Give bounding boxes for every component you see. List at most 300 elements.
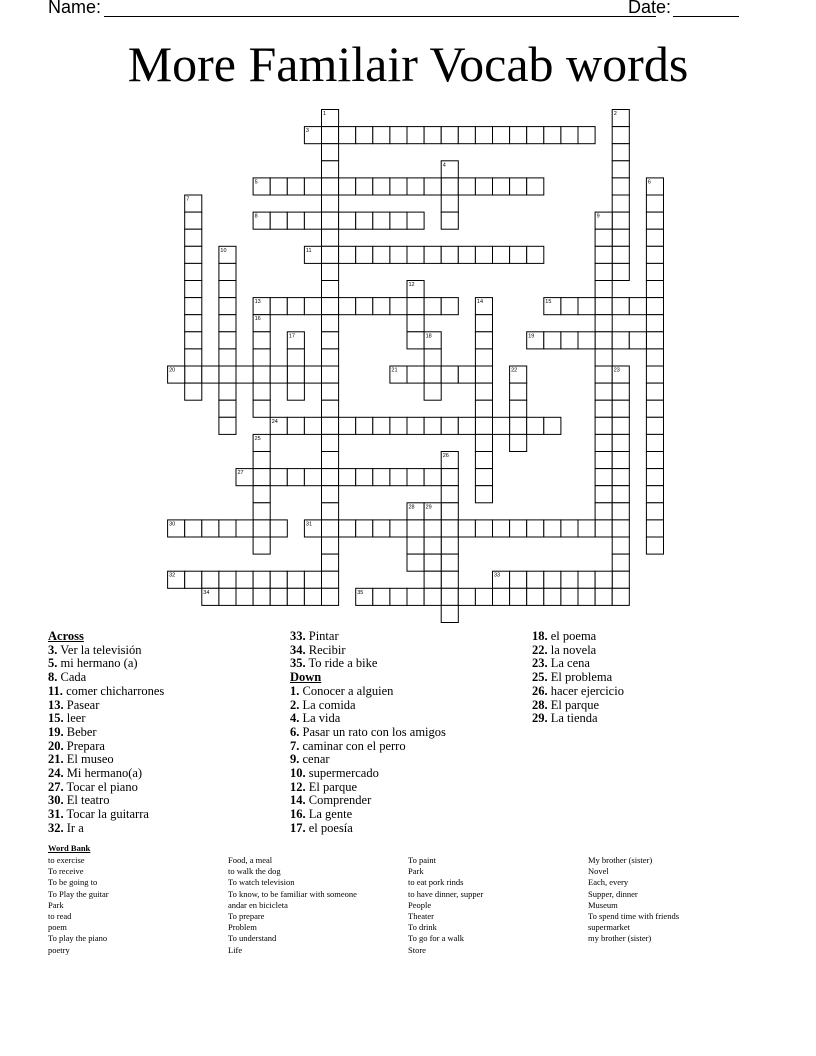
grid-cell[interactable] xyxy=(339,212,356,229)
grid-cell[interactable] xyxy=(219,298,236,315)
grid-cell[interactable] xyxy=(612,520,629,537)
grid-cell[interactable] xyxy=(287,383,304,400)
grid-cell[interactable] xyxy=(424,588,441,605)
grid-cell[interactable] xyxy=(424,537,441,554)
grid-cell[interactable] xyxy=(407,537,424,554)
grid-cell[interactable] xyxy=(646,349,663,366)
grid-cell[interactable] xyxy=(458,127,475,144)
grid-cell[interactable] xyxy=(612,263,629,280)
grid-cell[interactable] xyxy=(390,469,407,486)
grid-cell[interactable] xyxy=(595,298,612,315)
grid-cell[interactable] xyxy=(561,298,578,315)
grid-cell[interactable] xyxy=(270,520,287,537)
grid-cell[interactable] xyxy=(322,263,339,280)
grid-cell[interactable] xyxy=(475,315,492,332)
grid-cell[interactable] xyxy=(578,520,595,537)
grid-cell[interactable] xyxy=(185,332,202,349)
grid-cell[interactable] xyxy=(595,315,612,332)
grid-cell[interactable] xyxy=(424,127,441,144)
grid-cell[interactable] xyxy=(219,366,236,383)
grid-cell[interactable] xyxy=(407,298,424,315)
grid-cell[interactable] xyxy=(475,349,492,366)
grid-cell[interactable] xyxy=(510,588,527,605)
grid-cell[interactable] xyxy=(475,127,492,144)
grid-cell[interactable] xyxy=(390,298,407,315)
grid-cell[interactable] xyxy=(441,366,458,383)
grid-cell[interactable] xyxy=(339,127,356,144)
grid-cell[interactable] xyxy=(578,571,595,588)
grid-cell[interactable] xyxy=(510,400,527,417)
grid-cell[interactable] xyxy=(185,366,202,383)
grid-cell[interactable] xyxy=(424,520,441,537)
grid-cell[interactable] xyxy=(236,520,253,537)
grid-cell[interactable] xyxy=(441,588,458,605)
grid-cell[interactable] xyxy=(595,520,612,537)
grid-cell[interactable] xyxy=(287,417,304,434)
grid-cell[interactable] xyxy=(646,486,663,503)
grid-cell[interactable] xyxy=(595,452,612,469)
grid-cell[interactable] xyxy=(236,366,253,383)
grid-cell[interactable] xyxy=(544,127,561,144)
grid-cell[interactable] xyxy=(322,537,339,554)
grid-cell[interactable] xyxy=(270,571,287,588)
grid-cell[interactable] xyxy=(322,332,339,349)
grid-cell[interactable] xyxy=(270,178,287,195)
grid-cell[interactable] xyxy=(561,127,578,144)
grid-cell[interactable] xyxy=(612,469,629,486)
grid-cell[interactable] xyxy=(458,417,475,434)
grid-cell[interactable] xyxy=(322,281,339,298)
grid-cell[interactable] xyxy=(646,503,663,520)
grid-cell[interactable] xyxy=(407,332,424,349)
grid-cell[interactable] xyxy=(441,212,458,229)
grid-cell[interactable] xyxy=(304,366,321,383)
grid-cell[interactable] xyxy=(373,298,390,315)
grid-cell[interactable] xyxy=(322,571,339,588)
grid-cell[interactable] xyxy=(493,178,510,195)
grid-cell[interactable] xyxy=(458,366,475,383)
grid-cell[interactable] xyxy=(441,503,458,520)
grid-cell[interactable] xyxy=(219,281,236,298)
grid-cell[interactable] xyxy=(544,571,561,588)
grid-cell[interactable] xyxy=(646,298,663,315)
grid-cell[interactable] xyxy=(253,537,270,554)
grid-cell[interactable] xyxy=(185,571,202,588)
grid-cell[interactable] xyxy=(424,554,441,571)
grid-cell[interactable] xyxy=(219,263,236,280)
grid-cell[interactable] xyxy=(253,400,270,417)
grid-cell[interactable] xyxy=(646,263,663,280)
grid-cell[interactable] xyxy=(424,383,441,400)
grid-cell[interactable] xyxy=(407,588,424,605)
grid-cell[interactable] xyxy=(458,588,475,605)
grid-cell[interactable] xyxy=(407,246,424,263)
grid-cell[interactable] xyxy=(270,212,287,229)
grid-cell[interactable] xyxy=(322,554,339,571)
grid-cell[interactable] xyxy=(595,417,612,434)
grid-cell[interactable] xyxy=(322,161,339,178)
grid-cell[interactable] xyxy=(612,383,629,400)
grid-cell[interactable] xyxy=(475,588,492,605)
grid-cell[interactable] xyxy=(253,383,270,400)
grid-cell[interactable] xyxy=(595,229,612,246)
grid-cell[interactable] xyxy=(595,281,612,298)
grid-cell[interactable] xyxy=(475,178,492,195)
grid-cell[interactable] xyxy=(527,571,544,588)
grid-cell[interactable] xyxy=(185,520,202,537)
grid-cell[interactable] xyxy=(612,212,629,229)
grid-cell[interactable] xyxy=(510,571,527,588)
grid-cell[interactable] xyxy=(339,417,356,434)
grid-cell[interactable] xyxy=(612,229,629,246)
grid-cell[interactable] xyxy=(304,417,321,434)
grid-cell[interactable] xyxy=(612,571,629,588)
grid-cell[interactable] xyxy=(356,520,373,537)
grid-cell[interactable] xyxy=(646,332,663,349)
grid-cell[interactable] xyxy=(561,571,578,588)
grid-cell[interactable] xyxy=(646,246,663,263)
grid-cell[interactable] xyxy=(322,434,339,451)
grid-cell[interactable] xyxy=(219,349,236,366)
grid-cell[interactable] xyxy=(527,588,544,605)
grid-cell[interactable] xyxy=(612,178,629,195)
grid-cell[interactable] xyxy=(322,503,339,520)
grid-cell[interactable] xyxy=(441,520,458,537)
grid-cell[interactable] xyxy=(561,332,578,349)
grid-cell[interactable] xyxy=(185,212,202,229)
grid-cell[interactable] xyxy=(185,383,202,400)
grid-cell[interactable] xyxy=(646,281,663,298)
grid-cell[interactable] xyxy=(441,554,458,571)
grid-cell[interactable] xyxy=(202,571,219,588)
grid-cell[interactable] xyxy=(322,417,339,434)
grid-cell[interactable] xyxy=(612,554,629,571)
grid-cell[interactable] xyxy=(356,127,373,144)
grid-cell[interactable] xyxy=(390,127,407,144)
grid-cell[interactable] xyxy=(287,298,304,315)
grid-cell[interactable] xyxy=(493,127,510,144)
grid-cell[interactable] xyxy=(441,298,458,315)
grid-cell[interactable] xyxy=(544,332,561,349)
grid-cell[interactable] xyxy=(322,246,339,263)
grid-cell[interactable] xyxy=(527,520,544,537)
grid-cell[interactable] xyxy=(595,588,612,605)
grid-cell[interactable] xyxy=(493,246,510,263)
grid-cell[interactable] xyxy=(475,452,492,469)
grid-cell[interactable] xyxy=(475,434,492,451)
grid-cell[interactable] xyxy=(339,246,356,263)
grid-cell[interactable] xyxy=(595,263,612,280)
grid-cell[interactable] xyxy=(646,229,663,246)
grid-cell[interactable] xyxy=(493,588,510,605)
grid-cell[interactable] xyxy=(270,588,287,605)
grid-cell[interactable] xyxy=(646,212,663,229)
grid-cell[interactable] xyxy=(646,400,663,417)
grid-cell[interactable] xyxy=(322,144,339,161)
grid-cell[interactable] xyxy=(407,417,424,434)
grid-cell[interactable] xyxy=(646,383,663,400)
grid-cell[interactable] xyxy=(185,263,202,280)
grid-cell[interactable] xyxy=(185,349,202,366)
grid-cell[interactable] xyxy=(322,127,339,144)
grid-cell[interactable] xyxy=(304,178,321,195)
grid-cell[interactable] xyxy=(578,588,595,605)
grid-cell[interactable] xyxy=(441,195,458,212)
grid-cell[interactable] xyxy=(287,366,304,383)
grid-cell[interactable] xyxy=(544,588,561,605)
grid-cell[interactable] xyxy=(219,520,236,537)
grid-cell[interactable] xyxy=(322,178,339,195)
grid-cell[interactable] xyxy=(578,127,595,144)
grid-cell[interactable] xyxy=(287,571,304,588)
grid-cell[interactable] xyxy=(407,554,424,571)
grid-cell[interactable] xyxy=(304,212,321,229)
grid-cell[interactable] xyxy=(441,571,458,588)
grid-cell[interactable] xyxy=(646,195,663,212)
grid-cell[interactable] xyxy=(407,366,424,383)
grid-cell[interactable] xyxy=(253,588,270,605)
grid-cell[interactable] xyxy=(441,469,458,486)
grid-cell[interactable] xyxy=(646,434,663,451)
grid-cell[interactable] xyxy=(441,246,458,263)
grid-cell[interactable] xyxy=(287,178,304,195)
grid-cell[interactable] xyxy=(407,469,424,486)
grid-cell[interactable] xyxy=(646,469,663,486)
grid-cell[interactable] xyxy=(458,246,475,263)
grid-cell[interactable] xyxy=(510,434,527,451)
grid-cell[interactable] xyxy=(287,469,304,486)
grid-cell[interactable] xyxy=(373,127,390,144)
grid-cell[interactable] xyxy=(322,229,339,246)
grid-cell[interactable] xyxy=(612,246,629,263)
grid-cell[interactable] xyxy=(373,469,390,486)
grid-cell[interactable] xyxy=(339,520,356,537)
grid-cell[interactable] xyxy=(185,315,202,332)
grid-cell[interactable] xyxy=(219,400,236,417)
grid-cell[interactable] xyxy=(612,161,629,178)
grid-cell[interactable] xyxy=(510,417,527,434)
grid-cell[interactable] xyxy=(270,298,287,315)
grid-cell[interactable] xyxy=(270,469,287,486)
grid-cell[interactable] xyxy=(612,588,629,605)
grid-cell[interactable] xyxy=(424,349,441,366)
grid-cell[interactable] xyxy=(407,315,424,332)
grid-cell[interactable] xyxy=(595,383,612,400)
grid-cell[interactable] xyxy=(475,520,492,537)
grid-cell[interactable] xyxy=(322,383,339,400)
grid-cell[interactable] xyxy=(373,178,390,195)
grid-cell[interactable] xyxy=(287,588,304,605)
grid-cell[interactable] xyxy=(561,588,578,605)
grid-cell[interactable] xyxy=(510,520,527,537)
grid-cell[interactable] xyxy=(390,178,407,195)
grid-cell[interactable] xyxy=(304,571,321,588)
grid-cell[interactable] xyxy=(612,332,629,349)
grid-cell[interactable] xyxy=(458,178,475,195)
grid-cell[interactable] xyxy=(544,520,561,537)
grid-cell[interactable] xyxy=(612,434,629,451)
grid-cell[interactable] xyxy=(322,195,339,212)
grid-cell[interactable] xyxy=(646,537,663,554)
grid-cell[interactable] xyxy=(424,571,441,588)
grid-cell[interactable] xyxy=(475,366,492,383)
grid-cell[interactable] xyxy=(339,469,356,486)
grid-cell[interactable] xyxy=(646,452,663,469)
grid-cell[interactable] xyxy=(185,229,202,246)
grid-cell[interactable] xyxy=(510,383,527,400)
grid-cell[interactable] xyxy=(510,127,527,144)
grid-cell[interactable] xyxy=(407,127,424,144)
grid-cell[interactable] xyxy=(253,452,270,469)
grid-cell[interactable] xyxy=(287,212,304,229)
grid-cell[interactable] xyxy=(304,298,321,315)
grid-cell[interactable] xyxy=(612,195,629,212)
grid-cell[interactable] xyxy=(441,417,458,434)
grid-cell[interactable] xyxy=(458,520,475,537)
grid-cell[interactable] xyxy=(595,332,612,349)
grid-cell[interactable] xyxy=(510,246,527,263)
grid-cell[interactable] xyxy=(287,349,304,366)
grid-cell[interactable] xyxy=(595,246,612,263)
grid-cell[interactable] xyxy=(304,588,321,605)
grid-cell[interactable] xyxy=(578,332,595,349)
grid-cell[interactable] xyxy=(612,417,629,434)
grid-cell[interactable] xyxy=(595,503,612,520)
grid-cell[interactable] xyxy=(544,417,561,434)
grid-cell[interactable] xyxy=(527,127,544,144)
grid-cell[interactable] xyxy=(219,315,236,332)
grid-cell[interactable] xyxy=(612,144,629,161)
grid-cell[interactable] xyxy=(219,332,236,349)
grid-cell[interactable] xyxy=(390,246,407,263)
grid-cell[interactable] xyxy=(322,486,339,503)
grid-cell[interactable] xyxy=(356,212,373,229)
grid-cell[interactable] xyxy=(646,366,663,383)
grid-cell[interactable] xyxy=(356,298,373,315)
grid-cell[interactable] xyxy=(595,400,612,417)
grid-cell[interactable] xyxy=(322,469,339,486)
grid-cell[interactable] xyxy=(322,452,339,469)
grid-cell[interactable] xyxy=(612,537,629,554)
grid-cell[interactable] xyxy=(407,520,424,537)
grid-cell[interactable] xyxy=(527,417,544,434)
grid-cell[interactable] xyxy=(322,349,339,366)
grid-cell[interactable] xyxy=(612,503,629,520)
grid-cell[interactable] xyxy=(253,469,270,486)
grid-cell[interactable] xyxy=(373,417,390,434)
grid-cell[interactable] xyxy=(475,417,492,434)
grid-cell[interactable] xyxy=(322,520,339,537)
grid-cell[interactable] xyxy=(322,315,339,332)
grid-cell[interactable] xyxy=(219,417,236,434)
grid-cell[interactable] xyxy=(629,332,646,349)
grid-cell[interactable] xyxy=(219,588,236,605)
grid-cell[interactable] xyxy=(424,298,441,315)
grid-cell[interactable] xyxy=(202,520,219,537)
grid-cell[interactable] xyxy=(578,298,595,315)
grid-cell[interactable] xyxy=(373,588,390,605)
grid-cell[interactable] xyxy=(510,178,527,195)
grid-cell[interactable] xyxy=(373,212,390,229)
grid-cell[interactable] xyxy=(185,281,202,298)
grid-cell[interactable] xyxy=(595,366,612,383)
grid-cell[interactable] xyxy=(390,417,407,434)
grid-cell[interactable] xyxy=(356,246,373,263)
grid-cell[interactable] xyxy=(185,298,202,315)
grid-cell[interactable] xyxy=(424,417,441,434)
grid-cell[interactable] xyxy=(253,571,270,588)
grid-cell[interactable] xyxy=(441,178,458,195)
grid-cell[interactable] xyxy=(407,178,424,195)
grid-cell[interactable] xyxy=(441,127,458,144)
grid-cell[interactable] xyxy=(356,469,373,486)
grid-cell[interactable] xyxy=(339,298,356,315)
grid-cell[interactable] xyxy=(253,349,270,366)
grid-cell[interactable] xyxy=(612,298,629,315)
grid-cell[interactable] xyxy=(253,503,270,520)
grid-cell[interactable] xyxy=(253,486,270,503)
grid-cell[interactable] xyxy=(322,298,339,315)
grid-cell[interactable] xyxy=(185,246,202,263)
grid-cell[interactable] xyxy=(322,212,339,229)
grid-cell[interactable] xyxy=(322,588,339,605)
grid-cell[interactable] xyxy=(561,520,578,537)
grid-cell[interactable] xyxy=(595,349,612,366)
grid-cell[interactable] xyxy=(424,366,441,383)
grid-cell[interactable] xyxy=(441,605,458,622)
grid-cell[interactable] xyxy=(424,469,441,486)
grid-cell[interactable] xyxy=(612,486,629,503)
grid-cell[interactable] xyxy=(407,212,424,229)
grid-cell[interactable] xyxy=(646,417,663,434)
grid-cell[interactable] xyxy=(253,520,270,537)
grid-cell[interactable] xyxy=(527,178,544,195)
grid-cell[interactable] xyxy=(373,246,390,263)
grid-cell[interactable] xyxy=(646,315,663,332)
grid-cell[interactable] xyxy=(612,400,629,417)
grid-cell[interactable] xyxy=(475,469,492,486)
grid-cell[interactable] xyxy=(493,417,510,434)
grid-cell[interactable] xyxy=(253,332,270,349)
grid-cell[interactable] xyxy=(595,571,612,588)
grid-cell[interactable] xyxy=(390,212,407,229)
grid-cell[interactable] xyxy=(595,469,612,486)
grid-cell[interactable] xyxy=(236,571,253,588)
grid-cell[interactable] xyxy=(339,178,356,195)
grid-cell[interactable] xyxy=(322,400,339,417)
grid-cell[interactable] xyxy=(595,486,612,503)
grid-cell[interactable] xyxy=(424,178,441,195)
grid-cell[interactable] xyxy=(356,417,373,434)
grid-cell[interactable] xyxy=(390,520,407,537)
grid-cell[interactable] xyxy=(253,366,270,383)
grid-cell[interactable] xyxy=(475,332,492,349)
grid-cell[interactable] xyxy=(612,127,629,144)
grid-cell[interactable] xyxy=(441,486,458,503)
grid-cell[interactable] xyxy=(629,298,646,315)
grid-cell[interactable] xyxy=(219,571,236,588)
grid-cell[interactable] xyxy=(373,520,390,537)
grid-cell[interactable] xyxy=(475,400,492,417)
grid-cell[interactable] xyxy=(646,520,663,537)
grid-cell[interactable] xyxy=(202,366,219,383)
grid-cell[interactable] xyxy=(527,246,544,263)
grid-cell[interactable] xyxy=(219,383,236,400)
grid-cell[interactable] xyxy=(236,588,253,605)
grid-cell[interactable] xyxy=(322,366,339,383)
grid-cell[interactable] xyxy=(475,486,492,503)
grid-cell[interactable] xyxy=(424,246,441,263)
